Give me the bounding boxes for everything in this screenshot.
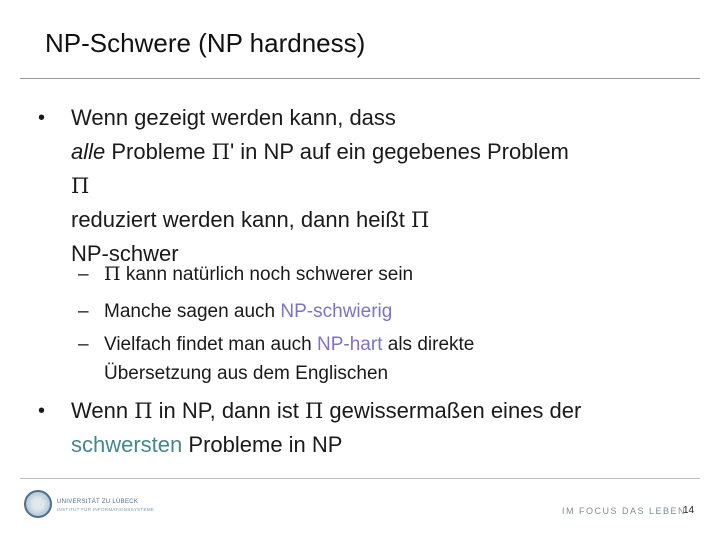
alle-emphasis: alle [71, 139, 106, 164]
institute-name: INSTITUT FÜR INFORMATIONSSYSTEME [57, 507, 155, 512]
bullet-2-text [71, 394, 701, 462]
bullet-1-text-fragment: Probleme [105, 139, 212, 164]
bullet-2-text-fragment: gewissermaßen eines der [323, 398, 582, 423]
pi-symbol: Π [211, 140, 230, 164]
subbullet-text-fragment: kann natürlich noch schwerer sein [120, 264, 414, 285]
bullet-1-text-fragment: ' in NP auf ein gegebenes Problem [229, 139, 569, 164]
bullet-2-line-1 [71, 394, 701, 428]
slide-title: NP-Schwere (NP hardness) [45, 28, 366, 58]
subbullet-2-text [104, 297, 678, 326]
bullet-1 [38, 101, 711, 271]
pi-symbol: Π [134, 399, 153, 423]
pi-symbol: Π [71, 174, 90, 198]
sub-dash: – [78, 264, 89, 285]
bullet-1-text-fragment: reduziert werden kann, dann heißt [71, 207, 411, 232]
subbullet-2 [78, 297, 678, 326]
bullet-1-line-3 [71, 169, 711, 203]
subbullet-3-line-2: Übersetzung aus dem Englischen [104, 363, 389, 384]
sub-dash: – [78, 334, 89, 355]
footer-divider [20, 478, 700, 479]
bullet-marker: • [38, 400, 46, 422]
bullet-1-text [71, 101, 711, 271]
np-schwierig-highlight: NP-schwierig [280, 301, 393, 322]
bullet-marker: • [38, 107, 46, 129]
subbullet-1-text [104, 260, 678, 289]
subbullet-3-line-1 [104, 330, 678, 359]
bullet-1-line-2 [71, 135, 711, 169]
subbullet-text-fragment: als direkte [382, 334, 475, 355]
footer-motto: IM FOCUS DAS LEBEN [562, 506, 687, 516]
bullet-2 [38, 394, 698, 462]
title-divider [20, 78, 700, 79]
subbullet-3-text [104, 330, 678, 388]
university-logo-text [57, 499, 154, 513]
subbullet-3 [78, 330, 678, 388]
sub-dash: – [78, 301, 89, 322]
page-number: 14 [683, 505, 695, 516]
schwersten-highlight: schwersten [71, 432, 183, 457]
subbullet-1 [78, 260, 678, 289]
bullet-2-text-fragment: Probleme in NP [182, 432, 343, 457]
subbullet-text-fragment: Vielfach findet man auch [104, 334, 318, 355]
subbullet-text-fragment: Manche sagen auch [104, 301, 281, 322]
bullet-2-text-fragment: in NP, dann ist [152, 398, 305, 423]
bullet-1-line-5: NP-schwer [71, 241, 179, 266]
bullet-1-line-1: Wenn gezeigt werden kann, dass [71, 105, 396, 130]
pi-symbol: Π [104, 263, 121, 285]
pi-symbol: Π [410, 208, 430, 232]
np-hart-highlight: NP-hart [317, 334, 383, 355]
university-name: UNIVERSITÄT ZU LÜBECK [57, 499, 139, 505]
bullet-1-line-4 [71, 203, 711, 237]
bullet-2-line-2 [71, 428, 701, 462]
university-seal-icon [24, 490, 52, 518]
pi-symbol: Π [304, 399, 324, 423]
bullet-2-text-fragment: Wenn [71, 398, 135, 423]
